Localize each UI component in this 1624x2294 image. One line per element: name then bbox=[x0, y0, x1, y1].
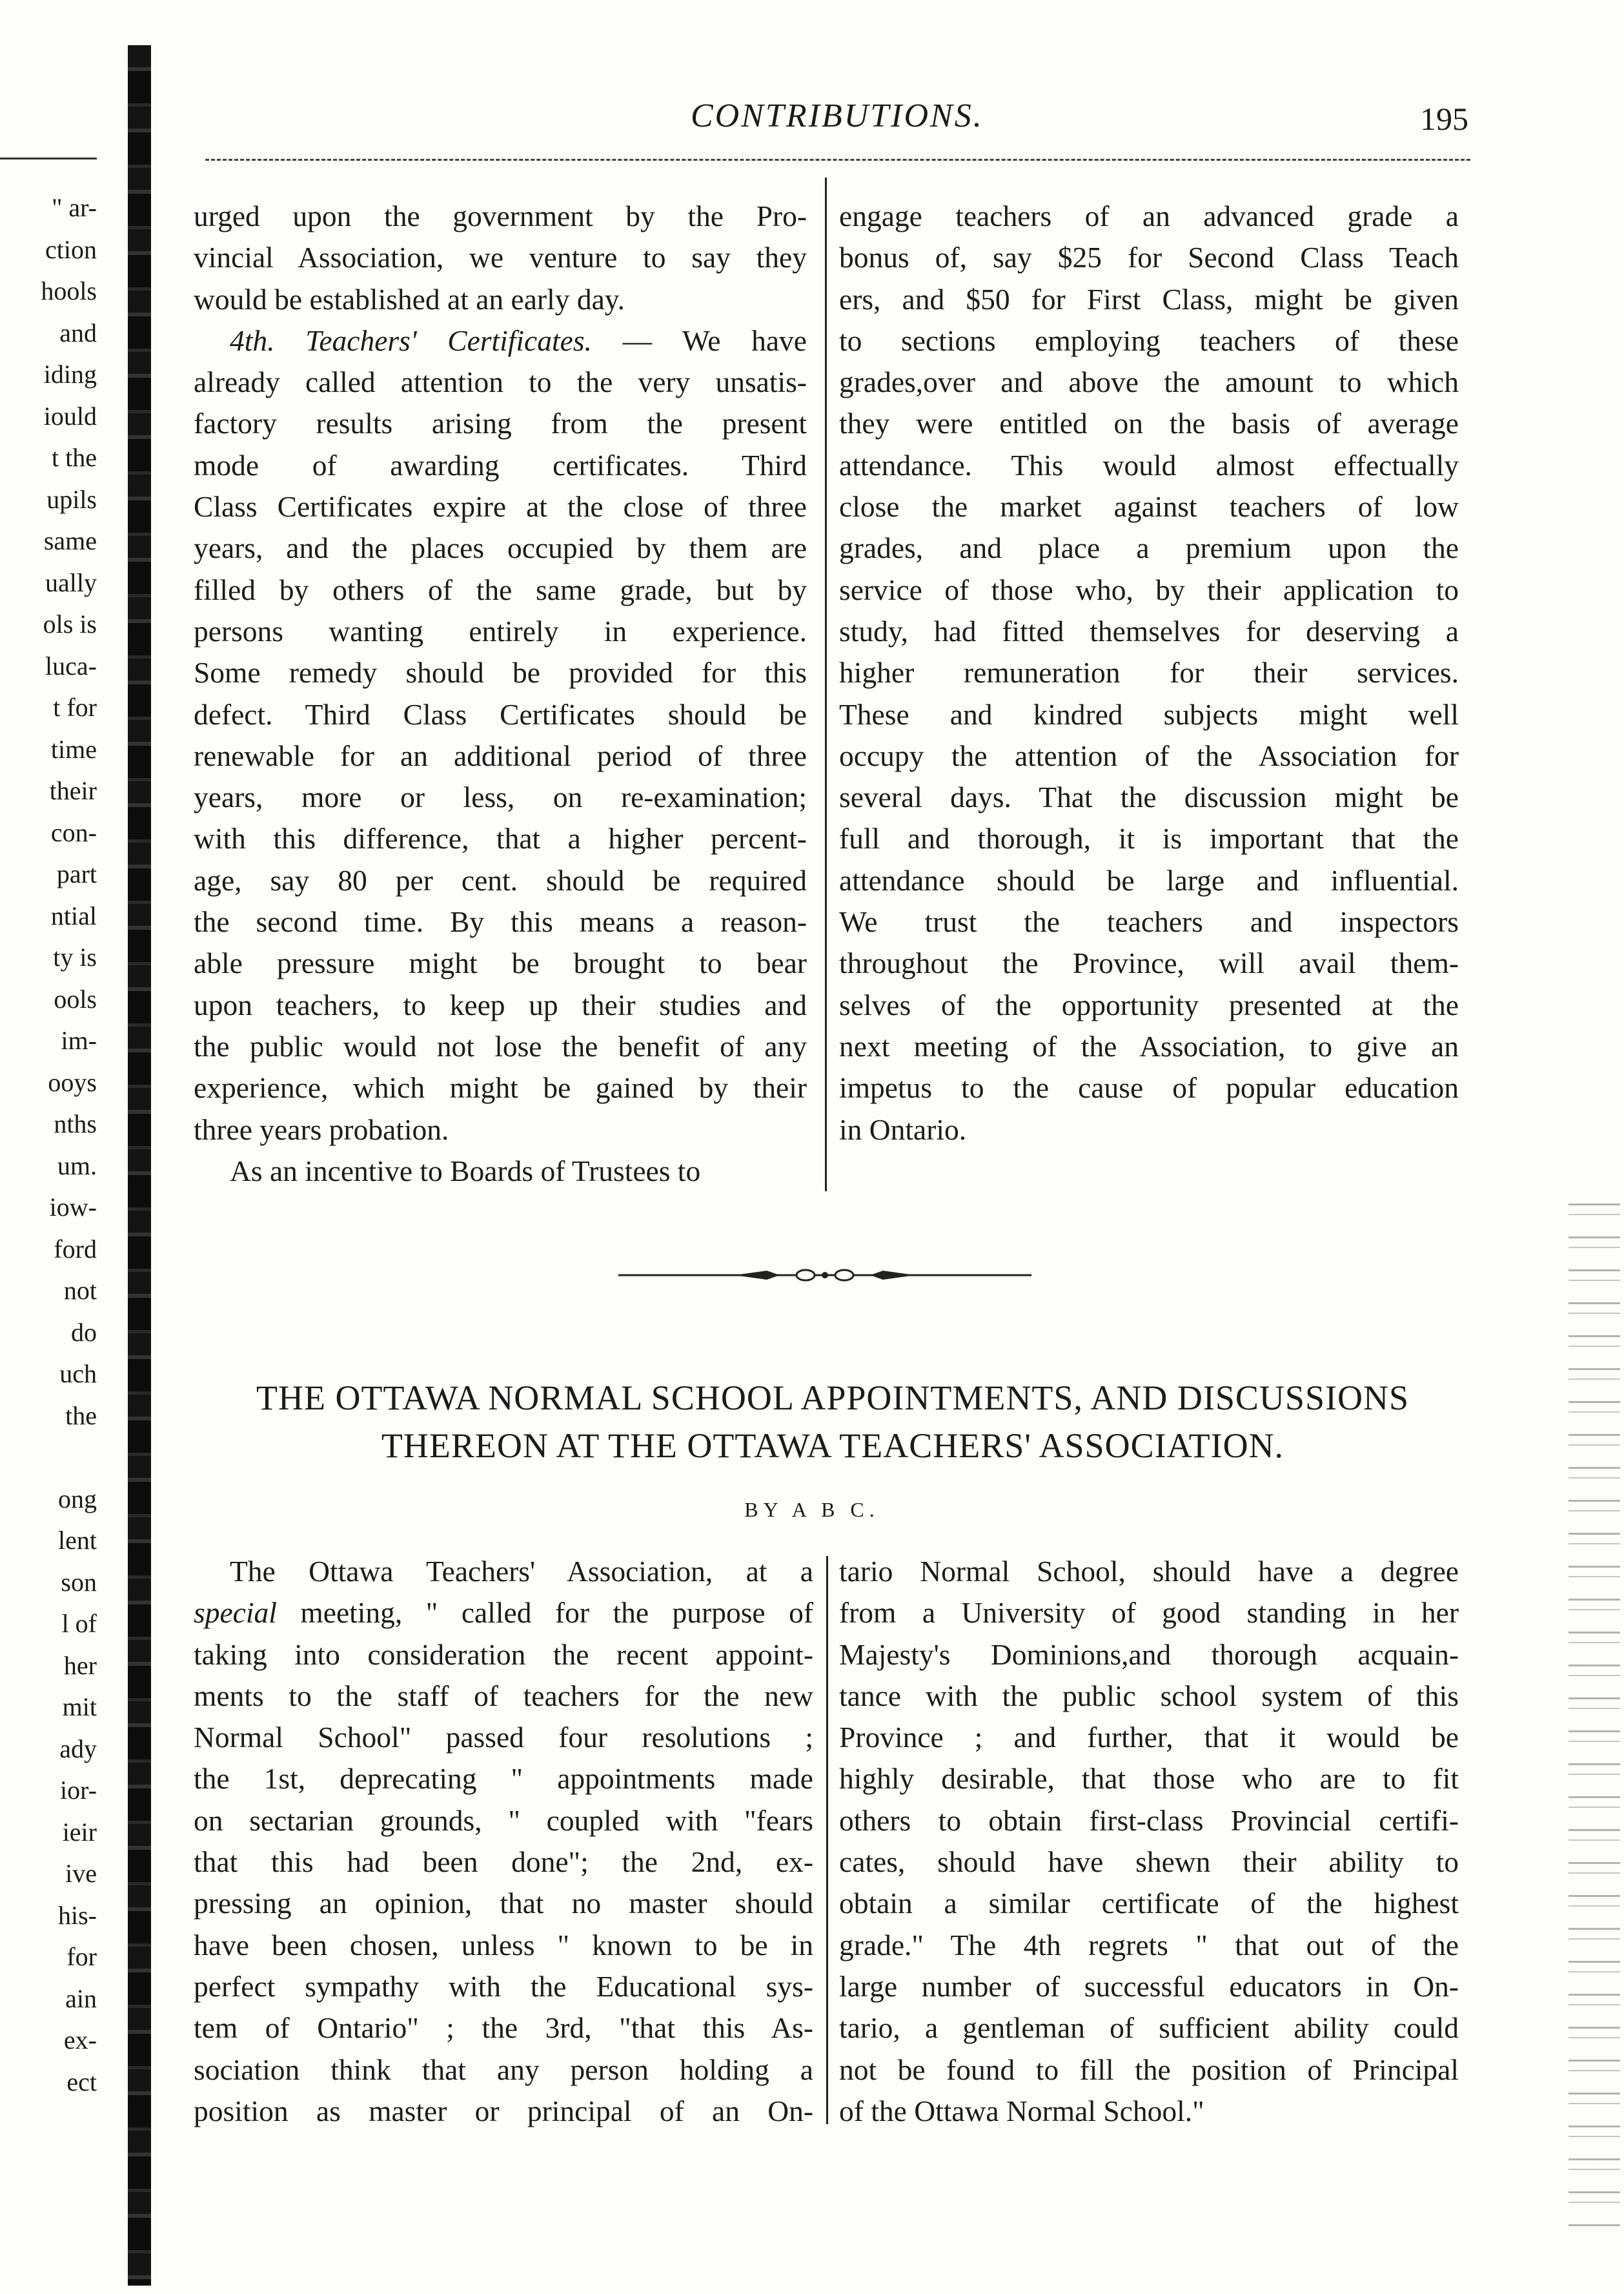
margin-fragment: ex- bbox=[63, 2025, 97, 2054]
margin-fragment: ction bbox=[45, 234, 97, 264]
text-line: ments to the staff of teachers for the new bbox=[194, 1679, 813, 1712]
margin-fragment: and bbox=[59, 318, 97, 347]
header-rule bbox=[205, 159, 1470, 161]
text-line: We trust the teachers and inspectors bbox=[839, 905, 1459, 939]
text-line: pressing an opinion, that no master should bbox=[194, 1887, 813, 1920]
upper-right-column bbox=[839, 196, 1459, 1151]
margin-fragment: ect bbox=[66, 2067, 97, 2096]
margin-fragment: uch bbox=[59, 1359, 97, 1388]
text-line: grades,over and above the amount to which bbox=[839, 365, 1459, 399]
text-line: selves of the opportunity presented at the bbox=[839, 988, 1459, 1021]
text-line: they were entitled on the basis of average bbox=[839, 407, 1459, 440]
margin-fragment: ntial bbox=[50, 901, 97, 930]
margin-fragment: time bbox=[50, 734, 97, 764]
margin-fragment: nths bbox=[54, 1109, 97, 1138]
text-line: on sectarian grounds, " coupled with "fears bbox=[194, 1803, 813, 1837]
text-line: the public would not lose the benefit of any bbox=[194, 1029, 807, 1063]
upper-left-column bbox=[194, 196, 807, 1192]
margin-rule bbox=[0, 158, 97, 159]
text-line: that this had been done"; the 2nd, ex- bbox=[194, 1845, 813, 1879]
margin-fragment: im- bbox=[61, 1026, 97, 1055]
article-title bbox=[155, 1374, 1510, 1470]
text-line: tario Normal School, should have a degree bbox=[839, 1555, 1459, 1588]
text-line: would be established at an early day. bbox=[194, 282, 625, 316]
text-line: 4th. Teachers' Certificates. — We have bbox=[230, 323, 807, 357]
margin-fragment: ong bbox=[58, 1484, 97, 1513]
margin-fragment: t the bbox=[52, 443, 97, 472]
margin-fragment: " ar- bbox=[52, 193, 97, 222]
margin-fragment: lent bbox=[58, 1526, 97, 1555]
margin-fragment: iding bbox=[43, 360, 97, 389]
binding-gutter bbox=[128, 45, 151, 2286]
text-line: sociation think that any person holding a bbox=[194, 2053, 813, 2086]
text-line: upon teachers, to keep up their studies and bbox=[194, 988, 807, 1021]
text-line: others to obtain first-class Provincial certifi- bbox=[839, 1803, 1459, 1837]
text-line: tem of Ontario" ; the 3rd, "that this As- bbox=[194, 2011, 813, 2045]
running-head: CONTRIBUTIONS. bbox=[691, 97, 984, 134]
margin-fragment: her bbox=[63, 1650, 97, 1680]
text-line: highly desirable, that those who are to fit bbox=[839, 1762, 1459, 1796]
previous-page-margin-text bbox=[0, 187, 97, 2103]
text-line: have been chosen, unless " known to be in bbox=[194, 1928, 813, 1961]
margin-fragment: same bbox=[43, 526, 97, 555]
margin-fragment: their bbox=[49, 776, 97, 805]
text-line: study, had fitted themselves for deserving a bbox=[839, 614, 1459, 648]
text-line: The Ottawa Teachers' Association, at a bbox=[230, 1555, 813, 1588]
text-line: service of those who, by their application to bbox=[839, 573, 1459, 606]
text-line: from a University of good standing in her bbox=[839, 1596, 1459, 1630]
margin-fragment: not bbox=[63, 1276, 97, 1305]
text-line: impetus to the cause of popular education bbox=[839, 1071, 1459, 1105]
lower-right-column bbox=[839, 1551, 1459, 2132]
text-line: obtain a similar certificate of the highest bbox=[839, 1887, 1459, 1920]
margin-fragment: con- bbox=[50, 817, 97, 847]
text-line: defect. Third Class Certificates should be bbox=[194, 697, 807, 731]
text-line: taking into consideration the recent appoint- bbox=[194, 1637, 813, 1671]
text-line: Class Certificates expire at the close of three bbox=[194, 490, 807, 524]
margin-fragment: ior- bbox=[60, 1776, 97, 1805]
text-line: of the Ottawa Normal School." bbox=[839, 2094, 1204, 2127]
text-line: perfect sympathy with the Educational sys- bbox=[194, 1969, 813, 2003]
text-line: close the market against teachers of low bbox=[839, 490, 1459, 524]
text-line: vincial Association, we venture to say they bbox=[194, 241, 807, 274]
byline: BY A B C. bbox=[744, 1498, 880, 1521]
text-line: ers, and $50 for First Class, might be given bbox=[839, 282, 1459, 316]
text-line: bonus of, say $25 for Second Class Teach bbox=[839, 241, 1459, 274]
margin-fragment: ooys bbox=[48, 1067, 97, 1097]
text-line: filled by others of the same grade, but by bbox=[194, 573, 807, 606]
margin-fragment: upils bbox=[46, 484, 97, 514]
margin-fragment: ually bbox=[45, 568, 97, 597]
column-divider-upper bbox=[825, 178, 827, 1191]
margin-fragment: mit bbox=[62, 1692, 97, 1721]
text-line: experience, which might be gained by their bbox=[194, 1071, 807, 1105]
margin-fragment: ty is bbox=[53, 943, 97, 972]
text-line: throughout the Province, will avail them- bbox=[839, 947, 1459, 980]
margin-fragment bbox=[0, 1437, 97, 1479]
margin-fragment: t for bbox=[53, 693, 97, 722]
margin-fragment: the bbox=[65, 1400, 97, 1430]
margin-fragment: son bbox=[61, 1567, 97, 1597]
text-line: not be found to fill the position of Principal bbox=[839, 2053, 1459, 2086]
margin-fragment: luca- bbox=[45, 651, 97, 681]
text-line: attendance. This would almost effectually bbox=[839, 448, 1459, 482]
margin-fragment: ieir bbox=[62, 1817, 97, 1847]
lower-left-column bbox=[194, 1551, 813, 2132]
text-line: to sections employing teachers of these bbox=[839, 323, 1459, 357]
text-line: the second time. By this means a reason- bbox=[194, 905, 807, 939]
text-line: persons wanting entirely in experience. bbox=[194, 614, 807, 648]
text-line: occupy the attention of the Association for bbox=[839, 739, 1459, 772]
text-line: tario, a gentleman of sufficient ability could bbox=[839, 2011, 1459, 2045]
text-line: mode of awarding certificates. Third bbox=[194, 448, 807, 482]
margin-fragment: iould bbox=[43, 401, 97, 431]
margin-fragment: ain bbox=[65, 1983, 97, 2013]
text-line: renewable for an additional period of three bbox=[194, 739, 807, 772]
text-line: three years probation. bbox=[194, 1112, 449, 1146]
text-line: higher remuneration for their services. bbox=[839, 656, 1459, 690]
margin-fragment: l of bbox=[61, 1609, 97, 1638]
text-line: years, and the places occupied by them are bbox=[194, 531, 807, 565]
article-title-line-2: THEREON AT THE OTTAWA TEACHERS' ASSOCIATION. bbox=[381, 1426, 1284, 1465]
text-line: position as master or principal of an On- bbox=[194, 2094, 813, 2127]
column-divider-lower bbox=[826, 1556, 828, 2124]
margin-fragment: ady bbox=[59, 1734, 97, 1763]
text-line: Normal School" passed four resolutions ; bbox=[194, 1721, 813, 1754]
text-line: Province ; and further, that it would be bbox=[839, 1721, 1459, 1754]
margin-fragment: part bbox=[56, 859, 97, 888]
text-line: with this difference, that a higher percent- bbox=[194, 822, 807, 855]
text-line: engage teachers of an advanced grade a bbox=[839, 200, 1459, 232]
text-line: grade." The 4th regrets " that out of the bbox=[839, 1928, 1459, 1961]
text-line: tance with the public school system of this bbox=[839, 1679, 1459, 1712]
margin-fragment: ols is bbox=[43, 609, 97, 639]
article-title-line-1: THE OTTAWA NORMAL SCHOOL APPOINTMENTS, AND DISCUSSIONS bbox=[256, 1378, 1409, 1417]
margin-fragment: hools bbox=[41, 276, 97, 305]
text-line: already called attention to the very unsatis- bbox=[194, 365, 807, 399]
scan-edge-noise bbox=[1568, 1194, 1620, 2227]
text-line: attendance should be large and influential. bbox=[839, 863, 1459, 897]
text-line: age, say 80 per cent. should be required bbox=[194, 863, 807, 897]
margin-fragment: um. bbox=[57, 1151, 97, 1180]
margin-fragment: his- bbox=[58, 1900, 97, 1930]
text-line: large number of successful educators in On- bbox=[839, 1969, 1459, 2003]
text-line: years, more or less, on re-examination; bbox=[194, 781, 807, 814]
section-ornament bbox=[618, 1265, 1031, 1285]
margin-fragment: for bbox=[66, 1942, 97, 1971]
text-line: special meeting, " called for the purpose of bbox=[194, 1596, 813, 1630]
text-line: the 1st, deprecating " appointments made bbox=[194, 1762, 813, 1796]
text-line: next meeting of the Association, to give an bbox=[839, 1029, 1459, 1063]
margin-fragment: do bbox=[71, 1317, 97, 1347]
text-line: in Ontario. bbox=[839, 1112, 967, 1146]
margin-fragment: ford bbox=[54, 1234, 97, 1264]
text-line: several days. That the discussion might be bbox=[839, 781, 1459, 814]
text-line: factory results arising from the present bbox=[194, 407, 807, 440]
text-line: As an incentive to Boards of Trustees to bbox=[230, 1154, 701, 1187]
text-line: Some remedy should be provided for this bbox=[194, 656, 807, 690]
text-line: urged upon the government by the Pro- bbox=[194, 200, 807, 232]
page-number: 195 bbox=[1420, 101, 1468, 137]
text-line: full and thorough, it is important that the bbox=[839, 822, 1459, 855]
text-line: Majesty's Dominions,and thorough acquain- bbox=[839, 1637, 1459, 1671]
margin-fragment: ive bbox=[65, 1859, 97, 1888]
text-line: These and kindred subjects might well bbox=[839, 697, 1459, 731]
italic-phrase: special bbox=[194, 1596, 277, 1630]
text-line: able pressure might be brought to bear bbox=[194, 947, 807, 980]
text-line: cates, should have shewn their ability to bbox=[839, 1845, 1459, 1879]
italic-phrase: 4th. Teachers' Certificates. bbox=[230, 323, 592, 357]
margin-fragment: ools bbox=[54, 984, 97, 1014]
text-line: grades, and place a premium upon the bbox=[839, 531, 1459, 565]
margin-fragment: iow- bbox=[49, 1193, 97, 1222]
